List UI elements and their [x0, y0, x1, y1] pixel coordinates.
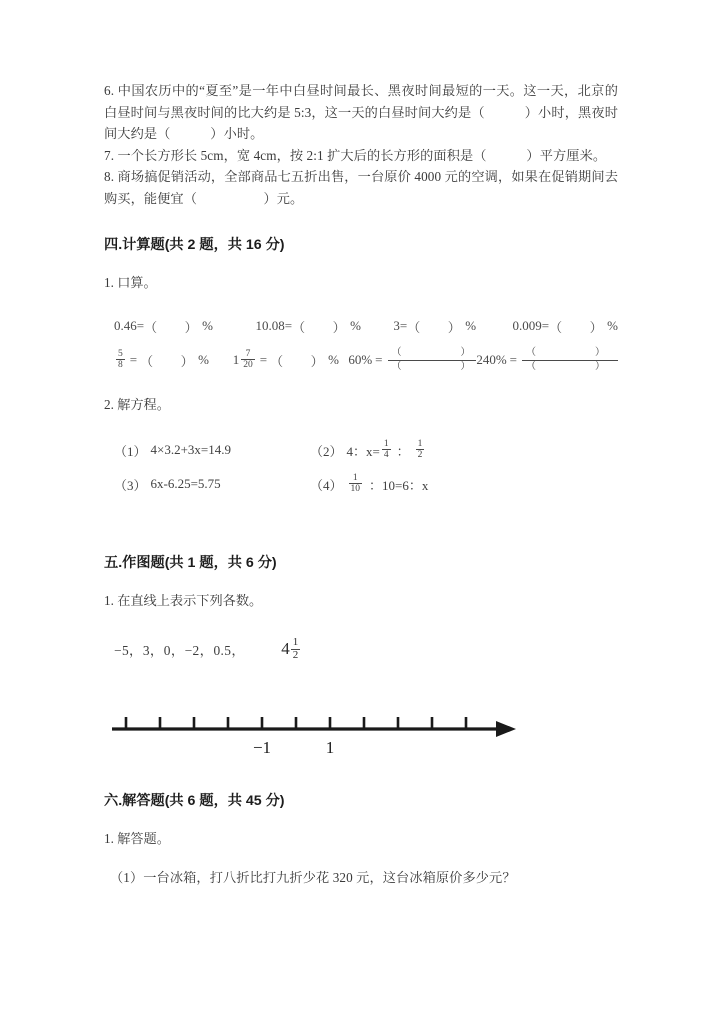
- oral-item-3: [393, 317, 512, 336]
- fraction-numerator-blank[interactable]: （ ）: [391, 347, 484, 358]
- equation-suffix: ：10=6：x: [369, 477, 429, 493]
- number-list: [104, 637, 618, 661]
- equation-expression: 6x-6.25=5.75: [150, 476, 221, 491]
- fill-in-blank-item-6: [104, 80, 618, 145]
- fraction-1-10: [349, 473, 363, 494]
- section-four-task-1-label: 1. 口算。: [104, 275, 157, 290]
- mixed-whole-part: 1: [232, 352, 240, 367]
- oral-math-row-2: [104, 343, 618, 377]
- equals-sign: =: [129, 352, 138, 367]
- oral-item-60-percent: [348, 347, 484, 373]
- fraction-1-4: [382, 439, 391, 460]
- mixed-number-1-7-20: [233, 349, 257, 370]
- equations-block: [104, 433, 618, 501]
- percent-sign: %: [202, 318, 213, 333]
- right-arrow-icon: [496, 721, 516, 737]
- tick-label-negative-one: −1: [252, 738, 272, 758]
- fraction-numerator: 5: [118, 348, 123, 359]
- oral-item-0.009: [513, 317, 618, 336]
- percent-sign: %: [350, 318, 361, 333]
- fraction-denominator: 2: [417, 450, 423, 460]
- oral-item-one-and-seven-twentieths: [233, 349, 349, 370]
- spacer: [104, 377, 618, 395]
- mixed-whole-part: 4: [281, 639, 290, 659]
- answer-blank[interactable]: （ ）: [407, 319, 462, 335]
- answer-blank[interactable]: （ ）: [140, 353, 195, 369]
- equation-prefix: 4：x=: [346, 443, 380, 459]
- spacer: [104, 573, 618, 591]
- spacer: [104, 209, 618, 235]
- fraction-denominator: 2: [292, 648, 299, 661]
- fraction-1-2: [291, 637, 301, 661]
- fraction-denominator: 8: [118, 360, 123, 370]
- fraction-denominator: 4: [383, 450, 389, 460]
- equation-label: （3）: [114, 477, 147, 493]
- tick-marks: [126, 717, 466, 729]
- page-content: [104, 80, 618, 889]
- fraction-5-8: [116, 349, 125, 370]
- ratio-colon: ：: [396, 443, 410, 459]
- fraction-7-20: [241, 349, 255, 370]
- question-6-text: 6. 中国农历中的“夏至”是一年中白昼时间最长、黑夜时间最短的一天。这一天，北京的白昼时间与黑夜时间的比大约是 5:3，这一天的白昼时间大约是（ ）小时，黑夜时间大约是（ ）小时。: [104, 83, 618, 141]
- percent-sign: %: [198, 352, 209, 367]
- question-7-text: 7. 一个长方形长 5cm，宽 4cm，按 2:1 扩大后的长方形的面积是（ ）平方厘米。: [104, 147, 607, 163]
- equation-4: [310, 473, 428, 494]
- equals-sign: =: [259, 352, 268, 367]
- fraction-numerator: 1: [292, 636, 299, 648]
- answer-fraction-blank[interactable]: [388, 347, 484, 373]
- tick-label-one: 1: [325, 738, 335, 758]
- equation-label: （2）: [310, 443, 343, 459]
- answer-blank[interactable]: （ ）: [270, 353, 325, 369]
- number-line-figure: [104, 695, 618, 765]
- section-five-task-1-label: 1. 在直线上表示下列各数。: [104, 593, 263, 608]
- fraction-numerator: 1: [417, 438, 423, 449]
- percent-value: 60%: [348, 352, 373, 367]
- expr-left: 10.08=: [255, 318, 293, 333]
- oral-item-0.46: [114, 317, 256, 336]
- equation-row-1: [114, 433, 618, 467]
- answer-blank[interactable]: （ ）: [549, 319, 604, 335]
- percent-sign: %: [465, 318, 477, 333]
- section-six-question-1: （1）一台冰箱，打八折比打九折少花 320 元，这台冰箱原价多少元？: [110, 870, 516, 886]
- equation-expression: 4×3.2+3x=14.9: [150, 442, 232, 457]
- oral-math-block: [104, 309, 618, 377]
- fraction-denominator: 10: [350, 484, 361, 494]
- percent-value: 240%: [476, 352, 507, 367]
- equation-label: （4）: [310, 477, 343, 493]
- oral-item-10.08: [256, 317, 394, 336]
- fraction-denominator-blank[interactable]: （ ）: [522, 360, 618, 374]
- fraction-numerator: 1: [383, 438, 389, 449]
- expr-left: 0.009=: [512, 318, 550, 333]
- equation-3: [114, 475, 310, 494]
- expr-left: 0.46=: [114, 318, 145, 333]
- equals-sign: =: [375, 352, 383, 367]
- equation-1: [114, 441, 310, 460]
- answer-blank[interactable]: （ ）: [144, 319, 199, 335]
- fraction-numerator: 1: [352, 472, 358, 483]
- oral-math-row-1: [104, 309, 618, 343]
- spacer: [104, 811, 618, 829]
- fill-in-blank-item-7: [104, 145, 618, 167]
- percent-sign: %: [328, 352, 339, 367]
- equation-row-2: [114, 467, 618, 501]
- question-8-text: 8. 商场搞促销活动，全部商品七五折出售，一台原价 4000 元的空调，如果在促销期间去购买，能便宜（ ）元。: [104, 169, 618, 206]
- section-six-heading: 六.解答题(共 6 题，共 45 分): [104, 793, 285, 810]
- spacer: [104, 255, 618, 273]
- answer-blank[interactable]: （ ）: [292, 319, 347, 335]
- equation-label: （1）: [114, 443, 147, 459]
- section-four-heading: 四.计算题(共 2 题，共 16 分): [104, 237, 285, 253]
- percent-sign: %: [607, 318, 618, 333]
- spacer: [104, 535, 618, 553]
- section-six-task-1-label: 1. 解答题。: [104, 831, 170, 847]
- spacer: [104, 501, 618, 535]
- section-five-heading: 五.作图题(共 1 题，共 6 分): [104, 555, 277, 571]
- oral-item-240-percent: [476, 347, 618, 373]
- fraction-denominator: 20: [243, 360, 253, 370]
- mixed-number-4-and-half: [281, 637, 302, 661]
- fraction-1-2: [416, 439, 425, 460]
- equals-sign: =: [509, 352, 517, 367]
- fraction-numerator-blank[interactable]: （ ）: [526, 347, 618, 358]
- fraction-denominator-blank[interactable]: （ ）: [388, 360, 477, 374]
- spacer: [104, 765, 618, 791]
- oral-item-five-eighths: [114, 349, 233, 370]
- number-line-svg: [104, 695, 524, 765]
- expr-left: 3=: [393, 318, 408, 333]
- number-list-values: −5，3，0，−2，0.5，: [114, 642, 246, 658]
- answer-fraction-blank[interactable]: [522, 347, 618, 373]
- fraction-numerator: 7: [245, 348, 251, 359]
- fill-in-blank-item-8: [104, 166, 618, 209]
- section-four-task-2-label: 2. 解方程。: [104, 397, 170, 412]
- equation-2: [310, 439, 426, 460]
